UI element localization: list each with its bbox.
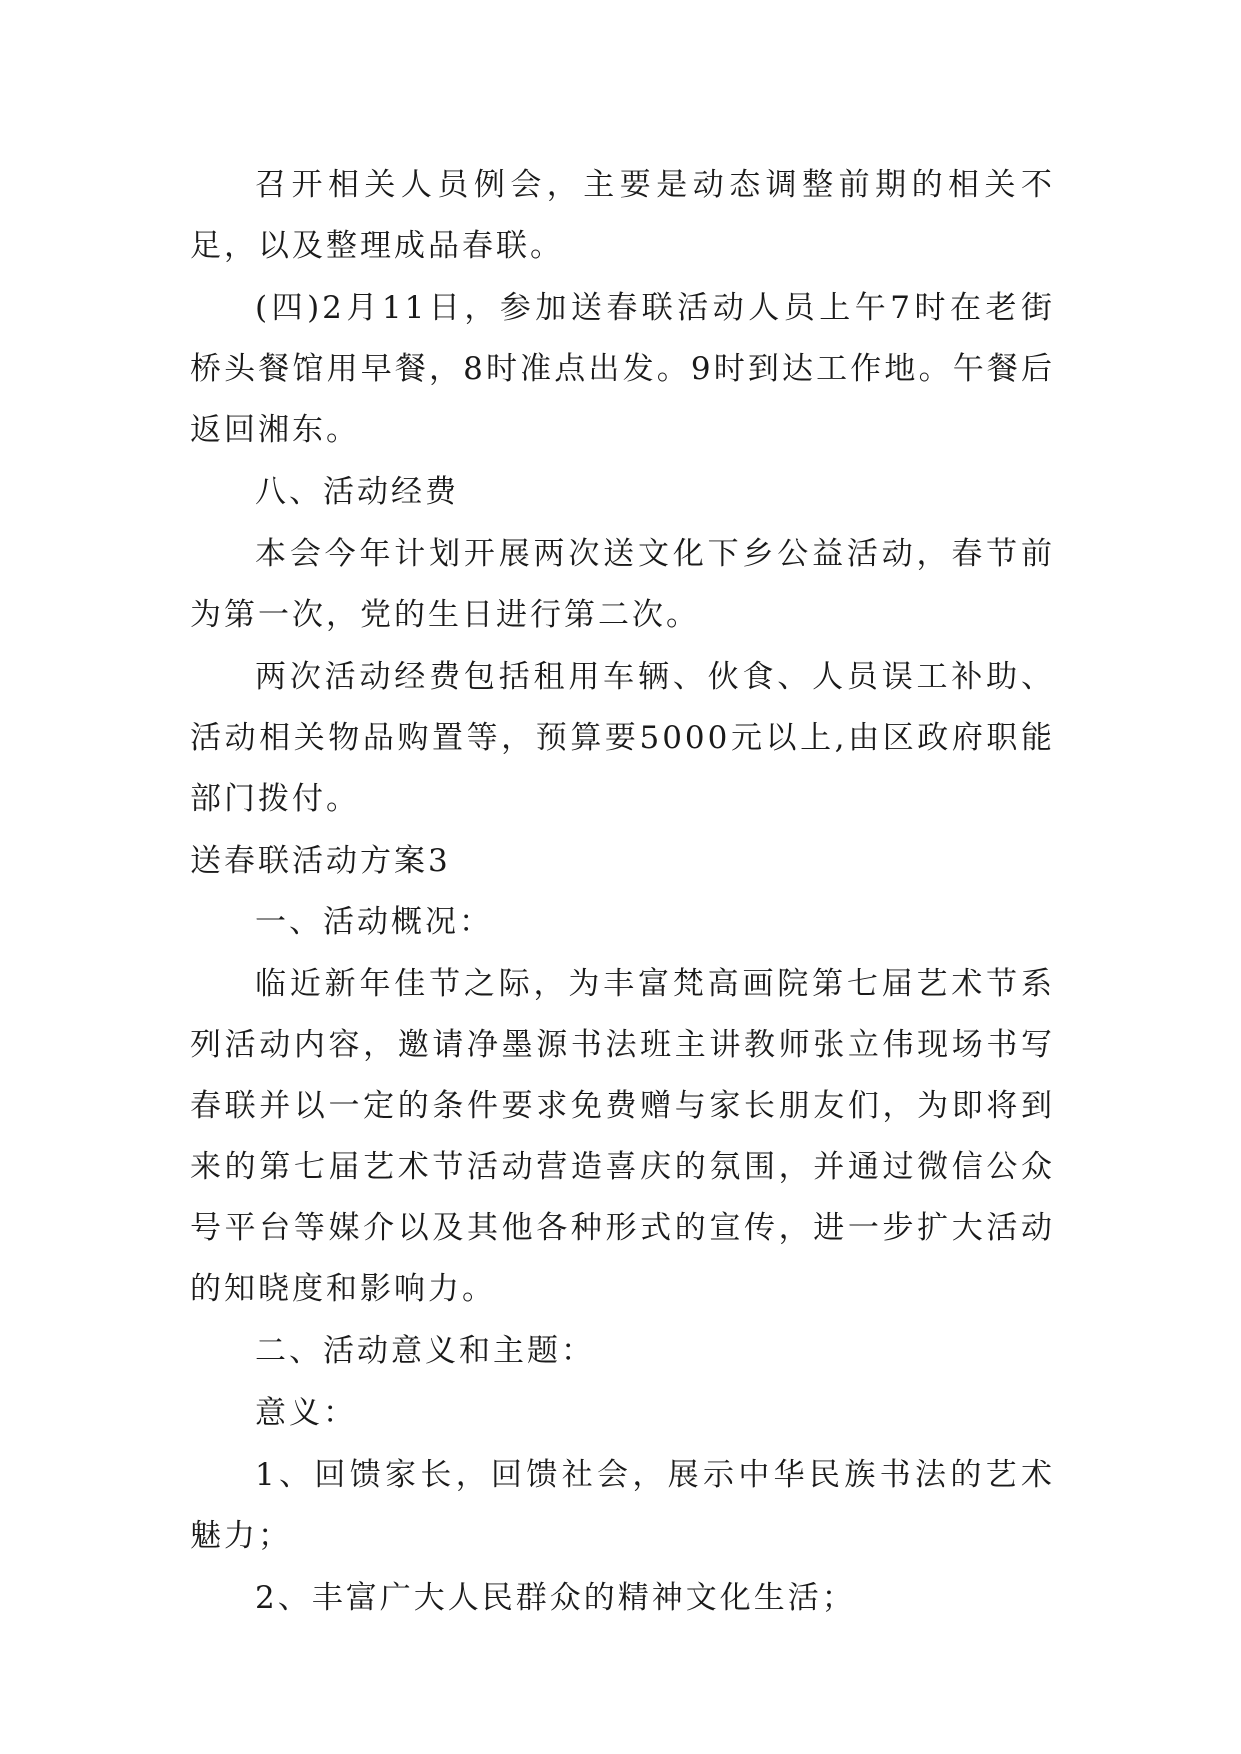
document-body <box>190 155 1055 1630</box>
section-heading: 二、活动意义和主题： <box>255 1333 595 1369</box>
paragraph: (四)2月11日，参加送春联活动人员上午7时在老街桥头餐馆用早餐，8时准点出发。9时到达工作地。午餐后返回湘东。 <box>190 290 1055 448</box>
paragraph: 本会今年计划开展两次送文化下乡公益活动，春节前为第一次，党的生日进行第二次。 <box>190 536 1055 633</box>
section-heading: 八、活动经费 <box>255 474 459 510</box>
list-item: 2、丰富广大人民群众的精神文化生活； <box>255 1580 856 1616</box>
subheading: 意义： <box>255 1395 357 1431</box>
paragraph: 召开相关人员例会，主要是动态调整前期的相关不足，以及整理成品春联。 <box>190 167 1055 264</box>
paragraph: 两次活动经费包括租用车辆、伙食、人员误工补助、活动相关物品购置等，预算要5000元以上,由区政府职能部门拨付。 <box>190 659 1055 817</box>
list-item: 1、回馈家长，回馈社会，展示中华民族书法的艺术魅力； <box>190 1457 1055 1554</box>
section-heading: 一、活动概况： <box>255 904 493 940</box>
paragraph: 临近新年佳节之际，为丰富梵高画院第七届艺术节系列活动内容，邀请净墨源书法班主讲教师张立伟现场书写春联并以一定的条件要求免费赠与家长朋友们，为即将到来的第七届艺术节活动营造喜庆的氛围，并通过微信公众号平台等媒介以及其他各种形式的宣传，进一步扩大活动的知晓度和影响力。 <box>190 966 1055 1307</box>
document-title: 送春联活动方案3 <box>190 843 451 879</box>
